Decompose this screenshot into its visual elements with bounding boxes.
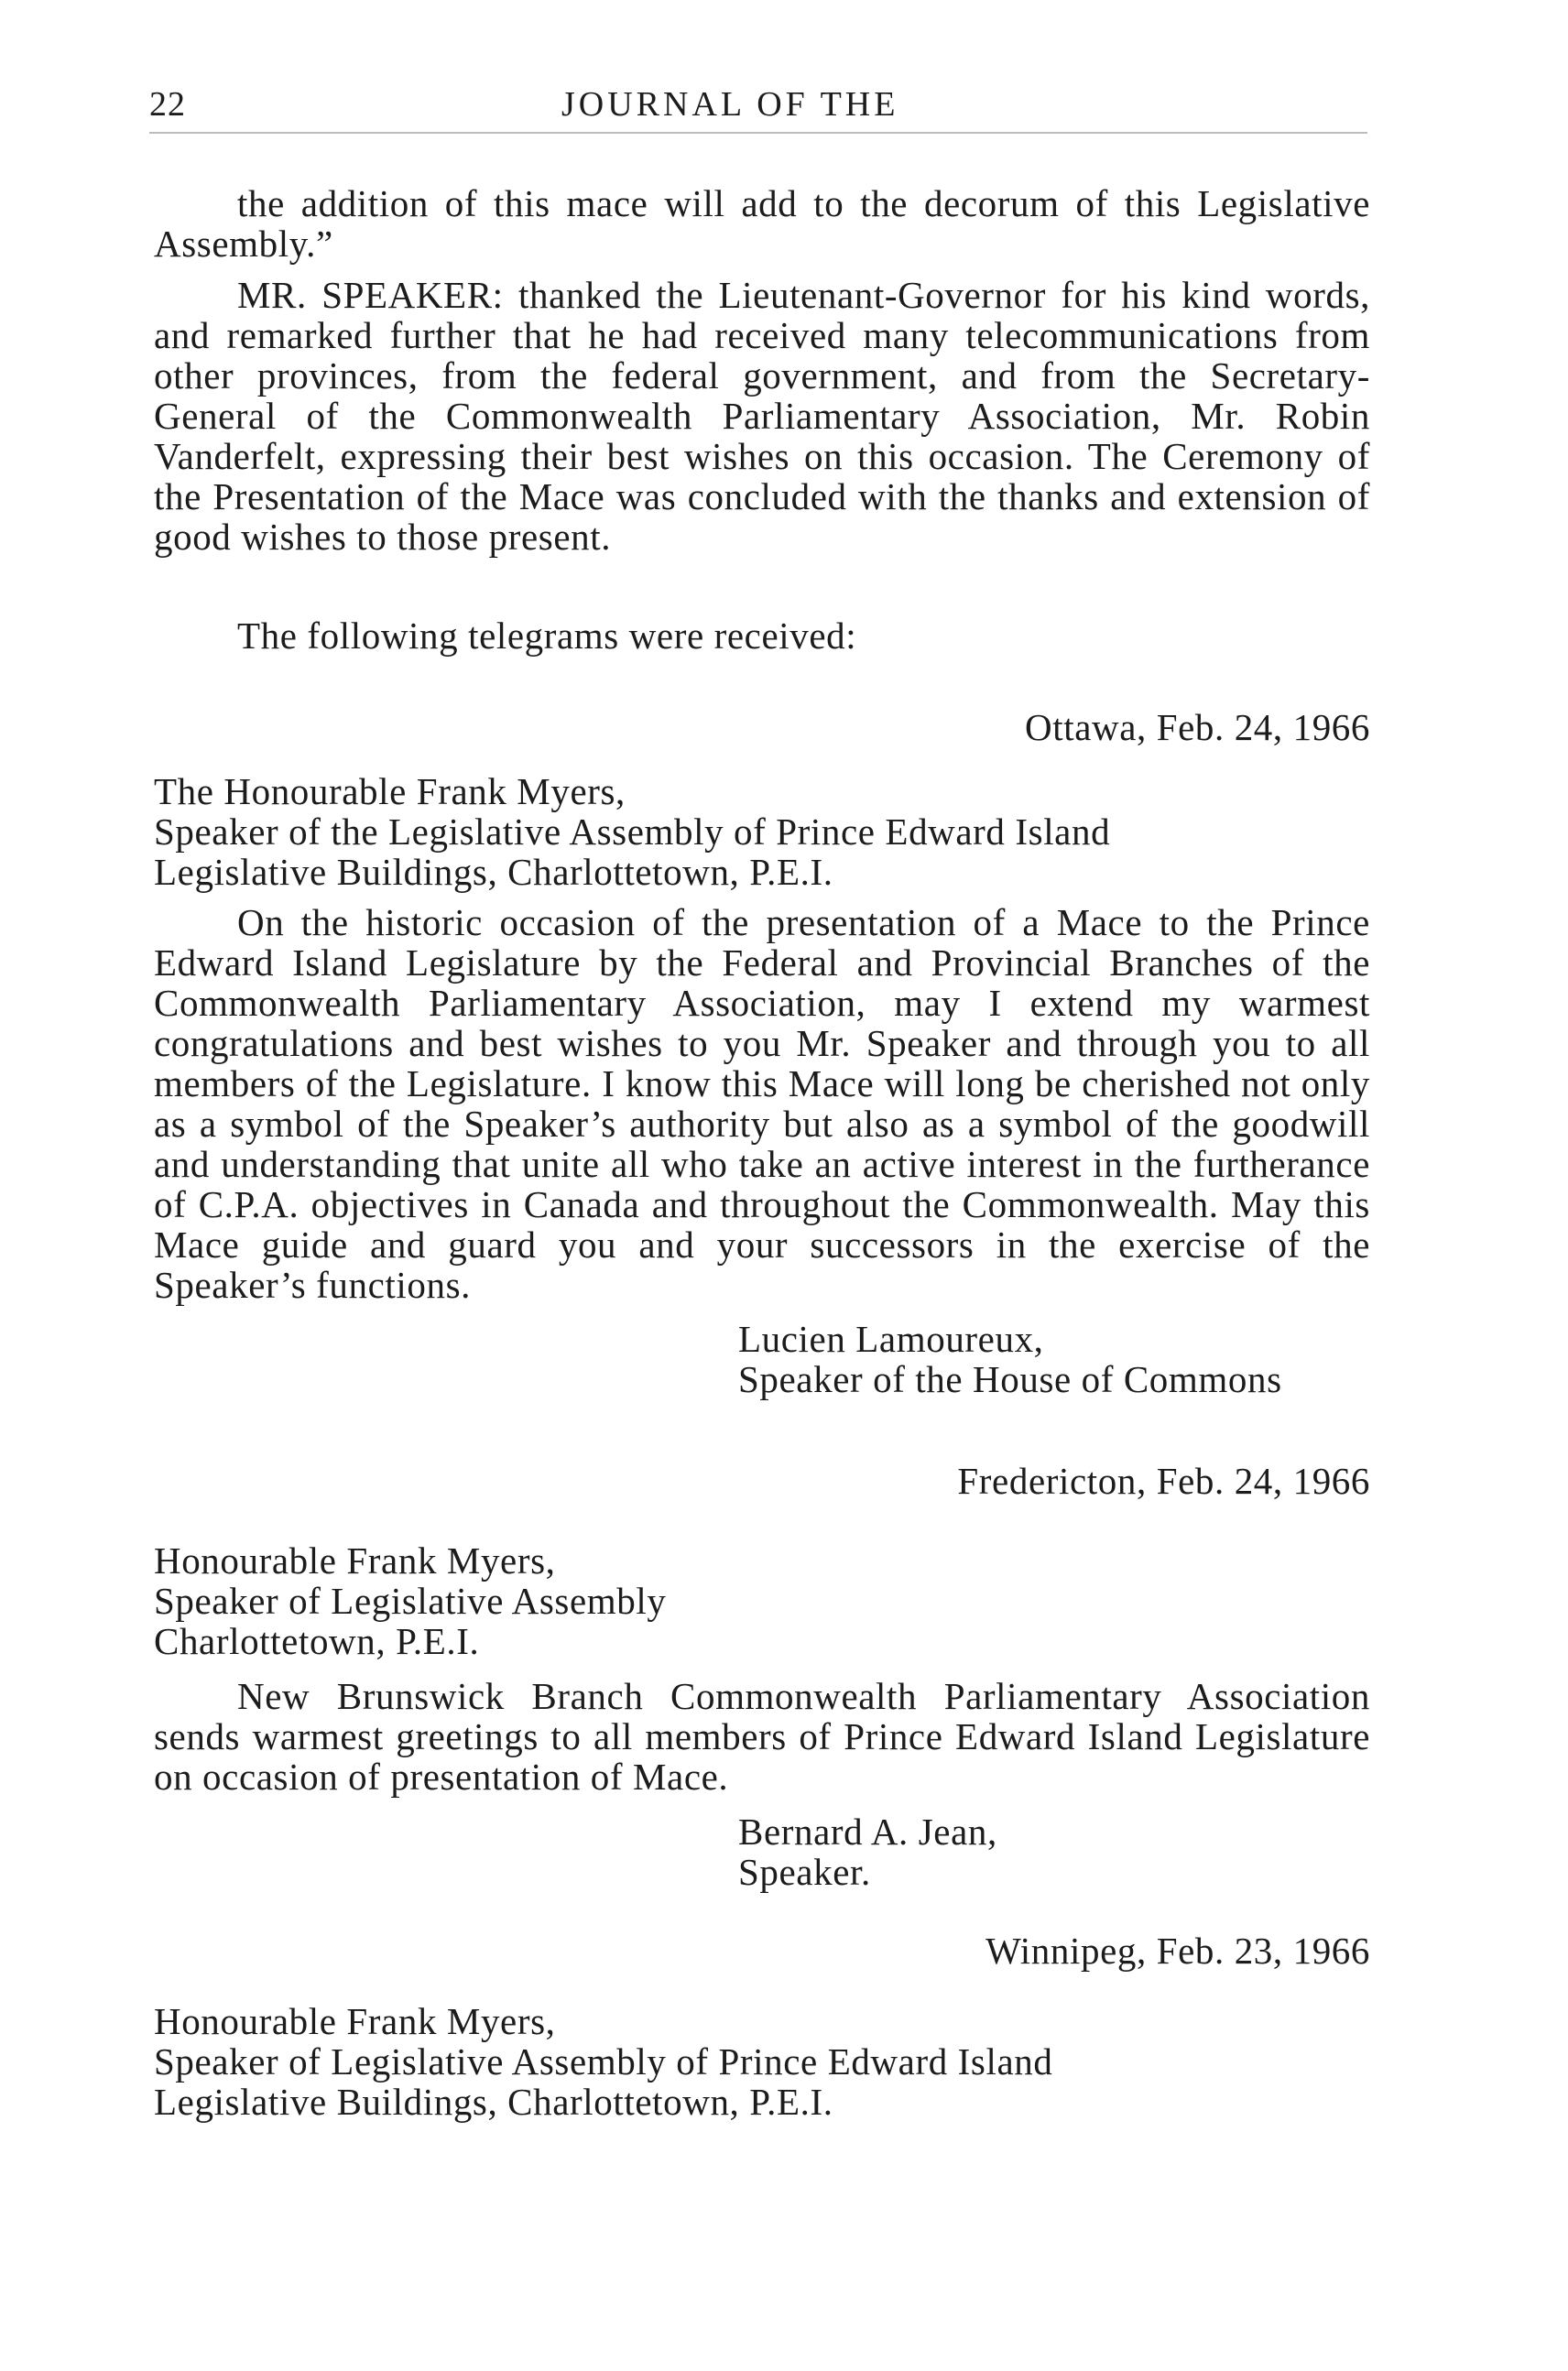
page-header <box>149 81 1367 134</box>
telegram-address <box>154 2001 1370 2122</box>
telegram-place-date: Fredericton, Feb. 24, 1966 <box>957 1460 1370 1502</box>
speaker-paragraph: MR. SPEAKER: thanked the Lieutenant-Governor for his kind words, and remarked further that he had received many telecommunications from other provinces, from the federal government, and from the Secretary-General of the Commonwealth Parliamentary Association, Mr. Robin Vanderfelt, expressing their best wishes on this occasion. The Ceremony of the Presentation of the Mace was concluded with the thanks and extension of good wishes to those present. <box>154 274 1370 558</box>
continuation-paragraph: the addition of this mace will add to the decorum of this Legislative Assembly.” <box>154 182 1370 265</box>
telegram-signature <box>738 1811 997 1892</box>
telegrams-intro: The following telegrams were received: <box>237 615 857 657</box>
signature-line: Speaker. <box>738 1851 871 1893</box>
address-line: Legislative Buildings, Charlottetown, P.E.I. <box>154 2081 833 2123</box>
telegram-address <box>154 1540 1370 1661</box>
address-line: The Honourable Frank Myers, <box>154 770 626 812</box>
telegram-place-date: Ottawa, Feb. 24, 1966 <box>1025 706 1370 748</box>
telegram-body: New Brunswick Branch Commonwealth Parliamentary Association sends warmest greetings to all members of Prince Edward Island Legislature on occasion of presentation of Mace. <box>154 1675 1370 1798</box>
address-line: Honourable Frank Myers, <box>154 2000 556 2042</box>
telegram-address <box>154 771 1370 892</box>
telegram-place-date: Winnipeg, Feb. 23, 1966 <box>985 1930 1370 1972</box>
signature-line: Lucien Lamoureux, <box>738 1318 1044 1360</box>
telegram-body: On the historic occasion of the presentation of a Mace to the Prince Edward Island Legislature by the Federal and Provincial Branches of the Commonwealth Parliamentary Association, may I extend my warmest congratulations and best wishes to you Mr. Speaker and through you to all members of the Legislature. I know this Mace will long be cherished not only as a symbol of the Speaker’s authority but also as a symbol of the goodwill and understanding that unite all who take an active interest in the furtherance of C.P.A. objectives in Canada and throughout the Commonwealth. May this Mace guide and guard you and your successors in the exercise of the Speaker’s functions. <box>154 901 1370 1306</box>
address-line: Speaker of Legislative Assembly of Prince Edward Island <box>154 2040 1053 2083</box>
address-line: Speaker of Legislative Assembly <box>154 1580 667 1622</box>
page-number: 22 <box>149 85 186 124</box>
address-line: Honourable Frank Myers, <box>154 1539 556 1582</box>
address-line: Legislative Buildings, Charlottetown, P.E.I. <box>154 851 833 893</box>
signature-line: Bernard A. Jean, <box>738 1811 997 1853</box>
signature-line: Speaker of the House of Commons <box>738 1358 1282 1400</box>
telegram-signature <box>738 1319 1282 1399</box>
address-line: Speaker of the Legislative Assembly of Prince Edward Island <box>154 810 1111 853</box>
address-line: Charlottetown, P.E.I. <box>154 1620 480 1662</box>
running-title: JOURNAL OF THE <box>561 85 899 124</box>
